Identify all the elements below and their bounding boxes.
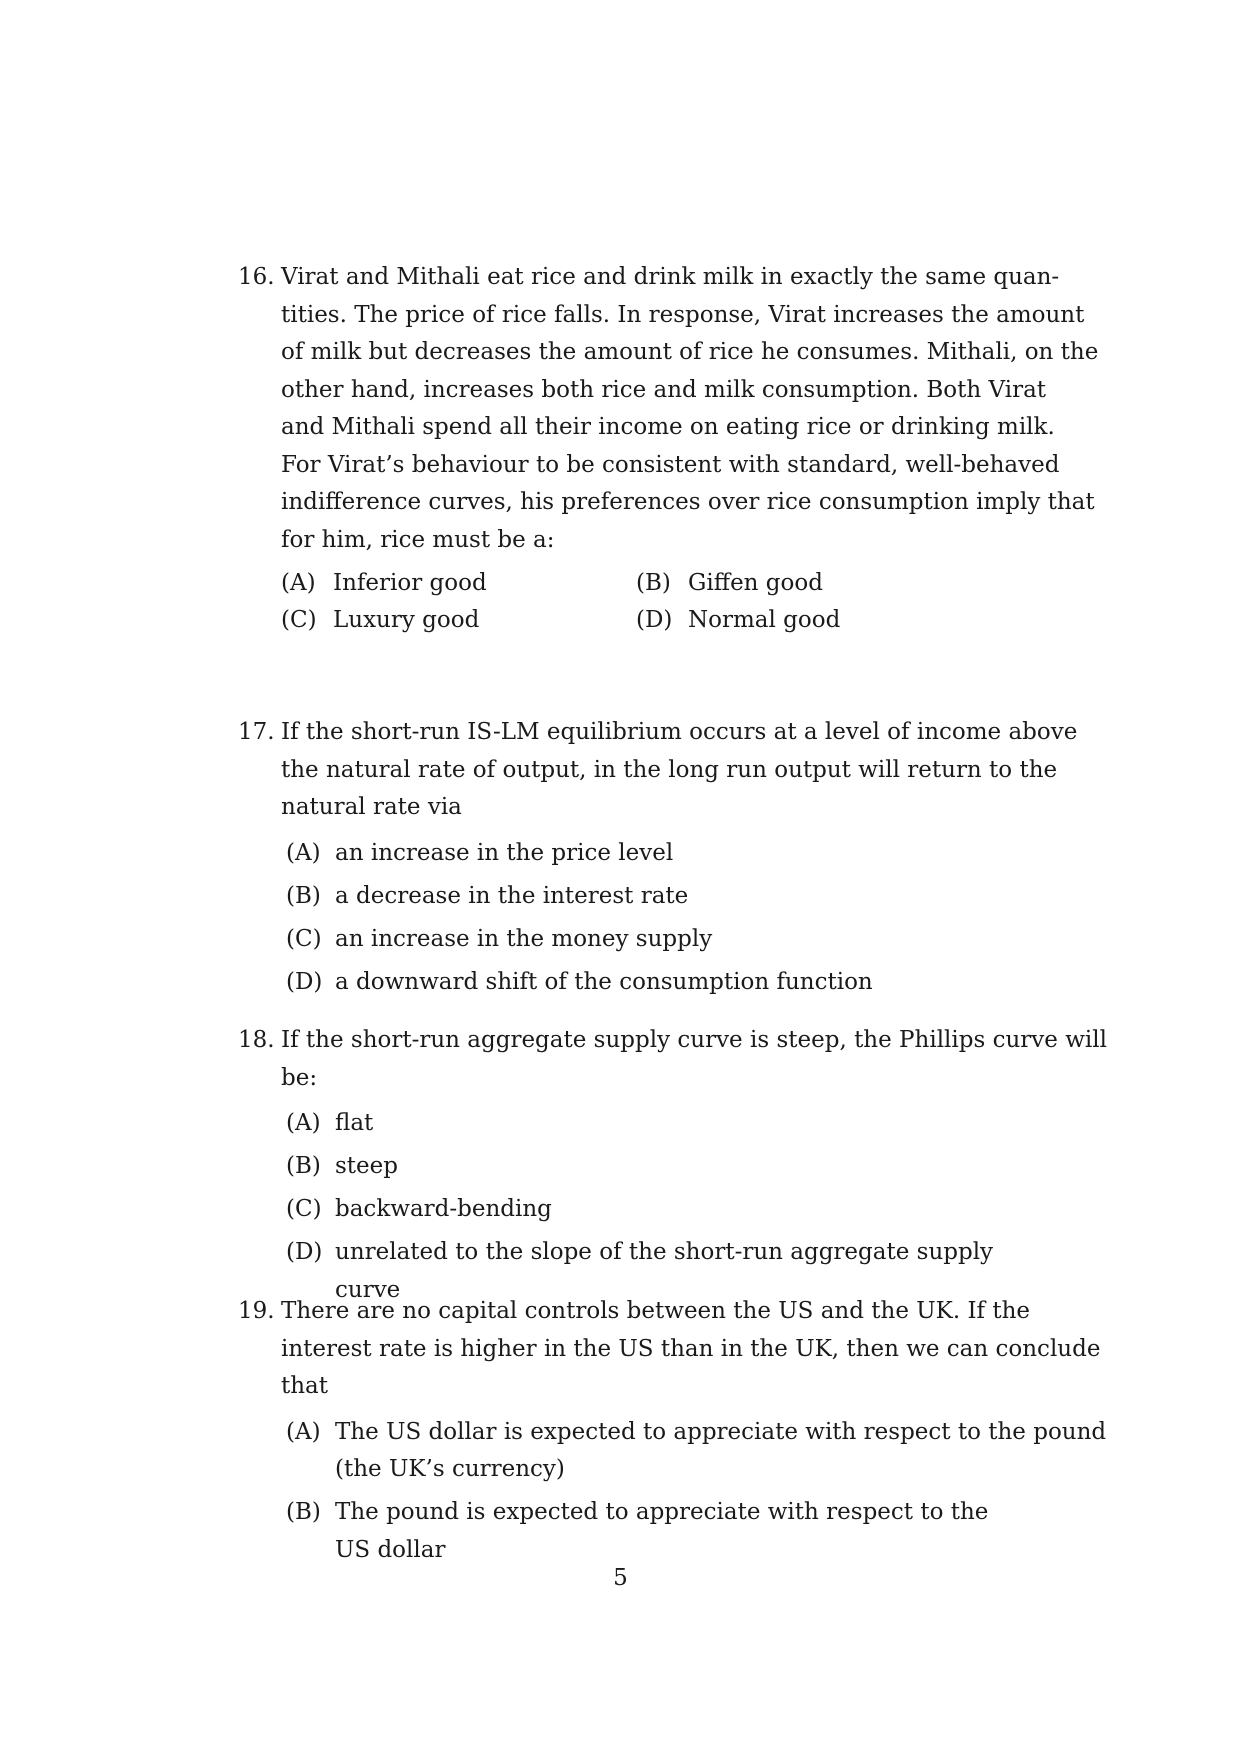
option-label: (A) — [286, 839, 321, 866]
option-text: a downward shift of the consumption function — [335, 968, 873, 995]
option-c[interactable] — [238, 1191, 1014, 1229]
option-c[interactable] — [281, 602, 479, 639]
options-row — [238, 565, 1014, 602]
option-label: (D) — [636, 607, 673, 633]
option-label: (B) — [286, 1153, 321, 1179]
question-text: tities. The price of rice falls. In response, Virat increases the amount — [281, 301, 1085, 328]
question-line — [238, 714, 1078, 752]
question-number: 19. — [238, 1298, 275, 1324]
question-line — [238, 409, 1055, 447]
question-line — [238, 1060, 1014, 1098]
option-label: (B) — [286, 882, 321, 909]
option-text: The US dollar is expected to appreciate with respect to the pound — [335, 1418, 1107, 1445]
options-list — [238, 835, 1014, 1002]
question-text: other hand, increases both rice and milk consumption. Both Virat — [281, 376, 1047, 403]
question-number: 16. — [238, 264, 275, 290]
option-text: an increase in the money supply — [335, 925, 713, 952]
question-text: Virat and Mithali eat rice and drink milk in exactly the same quan- — [281, 264, 1060, 290]
option-text: steep — [335, 1153, 398, 1179]
question-line — [238, 789, 1014, 827]
option-text: The pound is expected to appreciate with respect to the US dollar — [335, 1499, 989, 1563]
option-text: unrelated to the slope of the short-run aggregate supply curve — [335, 1239, 994, 1303]
option-label: (C) — [286, 925, 322, 952]
question-text: If the short-run IS-LM equilibrium occurs at a level of income above — [281, 719, 1078, 745]
question-text: and Mithali spend all their income on eating rice or drinking milk. — [281, 414, 1055, 440]
page-number: 5 — [613, 1565, 628, 1591]
question-text: for him, rice must be a: — [281, 526, 555, 553]
question-text: indifference curves, his preferences over rice consumption imply that — [281, 489, 1095, 515]
option-label: (A) — [281, 570, 316, 596]
question-text: interest rate is higher in the US than in the UK, then we can conclude — [281, 1335, 1101, 1362]
option-label: (B) — [286, 1499, 321, 1525]
question-text: be: — [281, 1064, 318, 1091]
option-a[interactable] — [238, 835, 1014, 873]
question-line — [238, 1331, 1101, 1369]
options-list — [238, 1105, 1014, 1309]
option-label: (A) — [286, 1110, 321, 1136]
question-16 — [238, 259, 1099, 639]
option-a[interactable] — [238, 1105, 1014, 1143]
option-b[interactable] — [238, 1148, 1014, 1186]
question-line — [238, 259, 1060, 297]
options-list — [238, 1414, 1107, 1570]
option-text: a decrease in the interest rate — [335, 882, 689, 909]
option-d[interactable] — [238, 964, 1014, 1002]
option-label: (D) — [286, 1239, 323, 1265]
question-line — [238, 1022, 1107, 1060]
option-text: Normal good — [688, 607, 841, 633]
question-18 — [238, 1022, 1107, 1315]
options-grid — [238, 565, 1014, 639]
option-text: Inferior good — [333, 570, 487, 596]
question-line — [238, 484, 1095, 522]
question-line — [238, 1293, 1031, 1331]
option-text: an increase in the price level — [335, 839, 674, 866]
option-text: (the UK’s currency) — [335, 1456, 565, 1482]
question-text: natural rate via — [281, 794, 462, 820]
option-a[interactable] — [281, 565, 487, 602]
option-text: Luxury good — [333, 607, 480, 633]
question-line — [238, 522, 1014, 560]
question-text: If the short-run aggregate supply curve is steep, the Phillips curve will — [281, 1027, 1107, 1053]
option-label: (A) — [286, 1418, 321, 1445]
option-text: flat — [335, 1110, 374, 1136]
question-line — [238, 1368, 1014, 1406]
question-line — [238, 447, 1060, 485]
option-b[interactable] — [636, 565, 823, 602]
options-row — [238, 602, 1014, 639]
question-text: that — [281, 1373, 329, 1399]
question-line — [238, 297, 1085, 335]
option-b[interactable] — [238, 1494, 1014, 1569]
question-number: 18. — [238, 1027, 275, 1053]
question-text: There are no capital controls between the US and the UK. If the — [281, 1298, 1031, 1324]
question-line — [238, 334, 1099, 372]
question-17 — [238, 714, 1078, 1007]
question-text: the natural rate of output, in the long run output will return to the — [281, 756, 1058, 783]
question-text: of milk but decreases the amount of rice he consumes. Mithali, on the — [281, 339, 1099, 365]
option-text: backward-bending — [335, 1196, 552, 1222]
option-b[interactable] — [238, 878, 1014, 916]
option-label: (C) — [286, 1196, 322, 1222]
option-a[interactable] — [238, 1414, 1107, 1489]
option-label: (C) — [281, 607, 317, 633]
question-text: For Virat’s behaviour to be consistent with standard, well-behaved — [281, 451, 1060, 478]
option-label: (D) — [286, 968, 323, 995]
option-d[interactable] — [636, 602, 840, 639]
option-text: Giffen good — [688, 570, 823, 596]
question-19 — [238, 1293, 1107, 1575]
question-line — [238, 752, 1058, 790]
option-c[interactable] — [238, 921, 1014, 959]
question-number: 17. — [238, 719, 275, 745]
question-line — [238, 372, 1047, 410]
option-label: (B) — [636, 570, 671, 596]
